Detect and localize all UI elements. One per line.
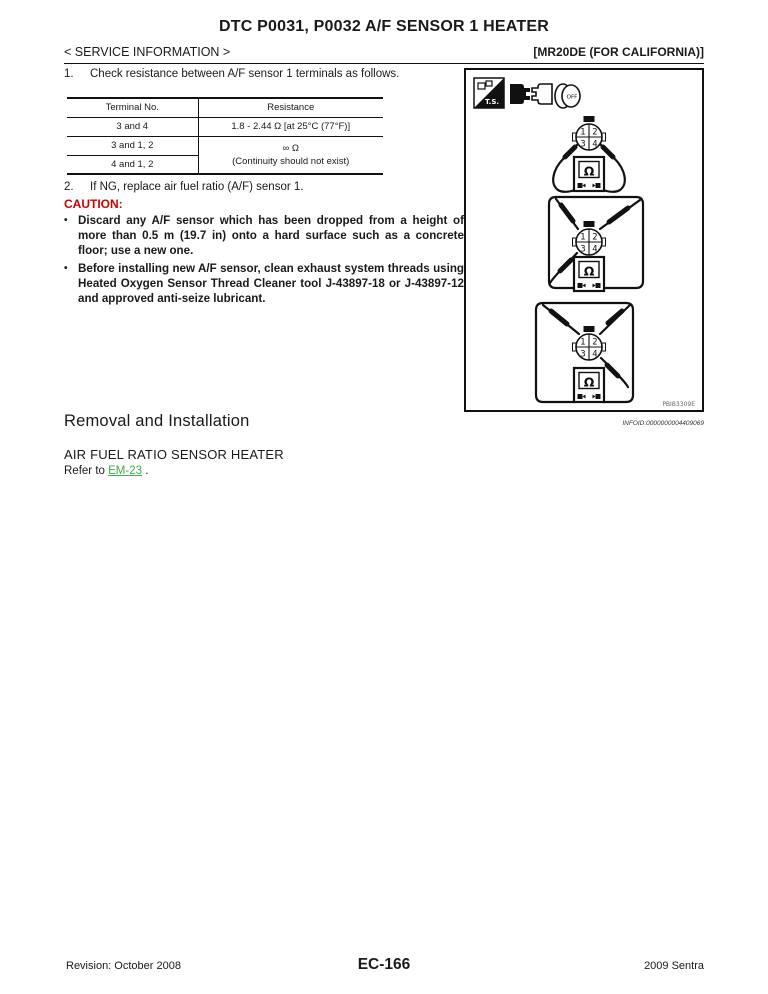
terminal-1-label: 1 — [580, 232, 586, 243]
bullet-marker: • — [64, 263, 68, 274]
step-number: 2. — [64, 181, 74, 193]
resistance-cell-merged — [198, 136, 383, 174]
ohmmeter-1 — [574, 157, 604, 191]
step-number: 1. — [64, 68, 74, 80]
air-fuel-ratio-sensor-heater-heading: AIR FUEL RATIO SENSOR HEATER — [64, 447, 284, 462]
caution-label: CAUTION: — [64, 197, 123, 211]
vehicle-model: 2009 Sentra — [644, 960, 704, 972]
terminal-cell: 4 and 1, 2 — [67, 155, 198, 174]
off-label: OFF — [566, 94, 578, 101]
sensor-connector-off-icon — [555, 84, 580, 108]
resistance-cell: 1.8 - 2.44 Ω [at 25°C (77°F)] — [198, 117, 383, 136]
removal-installation-heading: Removal and Installation — [64, 412, 250, 430]
step-text: If NG, replace air fuel ratio (A/F) sensor 1. — [90, 181, 304, 193]
terminal-4-label: 4 — [592, 349, 598, 360]
ts-label: T.S. — [484, 98, 500, 106]
terminal-1-label: 1 — [580, 337, 586, 348]
terminal-4-label: 4 — [592, 139, 598, 150]
terminal-2-label: 2 — [592, 337, 598, 348]
ohm-symbol: Ω — [583, 263, 595, 279]
terminal-cell: 3 and 4 — [67, 117, 198, 136]
page-number: EC-166 — [357, 956, 411, 973]
measurement-figure — [464, 68, 704, 412]
caution-item — [64, 261, 464, 306]
page-title: DTC P0031, P0032 A/F SENSOR 1 HEATER — [219, 18, 549, 35]
ohmmeter-2 — [574, 257, 604, 291]
revision-date: Revision: October 2008 — [66, 960, 181, 972]
column-header-terminal: Terminal No. — [67, 98, 198, 117]
caution-item — [64, 213, 464, 258]
refer-line — [64, 465, 148, 477]
resistance-note: (Continuity should not exist) — [232, 155, 350, 167]
refer-prefix: Refer to — [64, 465, 109, 477]
step-2 — [64, 181, 466, 193]
table-row — [67, 117, 383, 136]
terminal-3-label: 3 — [580, 139, 586, 150]
resistance-value: ∞ Ω — [282, 142, 299, 154]
resistance-spec-table — [67, 97, 383, 175]
caution-text: Before installing new A/F sensor, clean exhaust system threads using Heated Oxygen Sensor Thread Cleaner tool J-43897-18 or J-43897-12 and approved anti-seize lubricant. — [78, 262, 464, 305]
sensor-connector-3 — [573, 326, 606, 360]
column-header-resistance: Resistance — [198, 98, 383, 117]
caution-text: Discard any A/F sensor which has been dropped from a height of more than 0.5 m (19.7 in) onto a hard surface such as a concrete floor; use a new one. — [78, 214, 464, 257]
figure-svg — [466, 70, 702, 410]
header-rule — [64, 63, 704, 64]
refer-suffix: . — [145, 465, 149, 477]
terminal-2-label: 2 — [592, 232, 598, 243]
terminal-2-label: 2 — [592, 127, 598, 138]
step-1 — [64, 68, 466, 80]
infoid-label: INFOID:0000000004409069 — [622, 420, 704, 427]
terminal-4-label: 4 — [592, 244, 598, 255]
terminal-3-label: 3 — [580, 349, 586, 360]
bullet-marker: • — [64, 215, 68, 226]
disconnect-tester-icon — [474, 78, 504, 108]
service-information-label: < SERVICE INFORMATION > — [64, 45, 231, 59]
table-row — [67, 136, 383, 155]
female-connector-icon — [532, 84, 552, 104]
ohm-symbol: Ω — [583, 163, 595, 179]
terminal-3-label: 3 — [580, 244, 586, 255]
sensor-connector-2 — [573, 221, 606, 255]
step-text: Check resistance between A/F sensor 1 terminals as follows. — [90, 68, 400, 80]
figure-code: PBIB3309E — [662, 401, 695, 408]
terminal-1-label: 1 — [580, 127, 586, 138]
male-connector-icon — [510, 84, 530, 104]
em-23-link[interactable]: EM-23 — [108, 465, 142, 477]
ohmmeter-3 — [574, 368, 604, 402]
table-header-row — [67, 98, 383, 117]
subheader-row — [64, 45, 704, 59]
ohm-symbol: Ω — [583, 374, 595, 390]
terminal-cell: 3 and 1, 2 — [67, 136, 198, 155]
engine-variant-label: [MR20DE (FOR CALIFORNIA)] — [533, 45, 704, 59]
caution-list — [64, 213, 464, 309]
